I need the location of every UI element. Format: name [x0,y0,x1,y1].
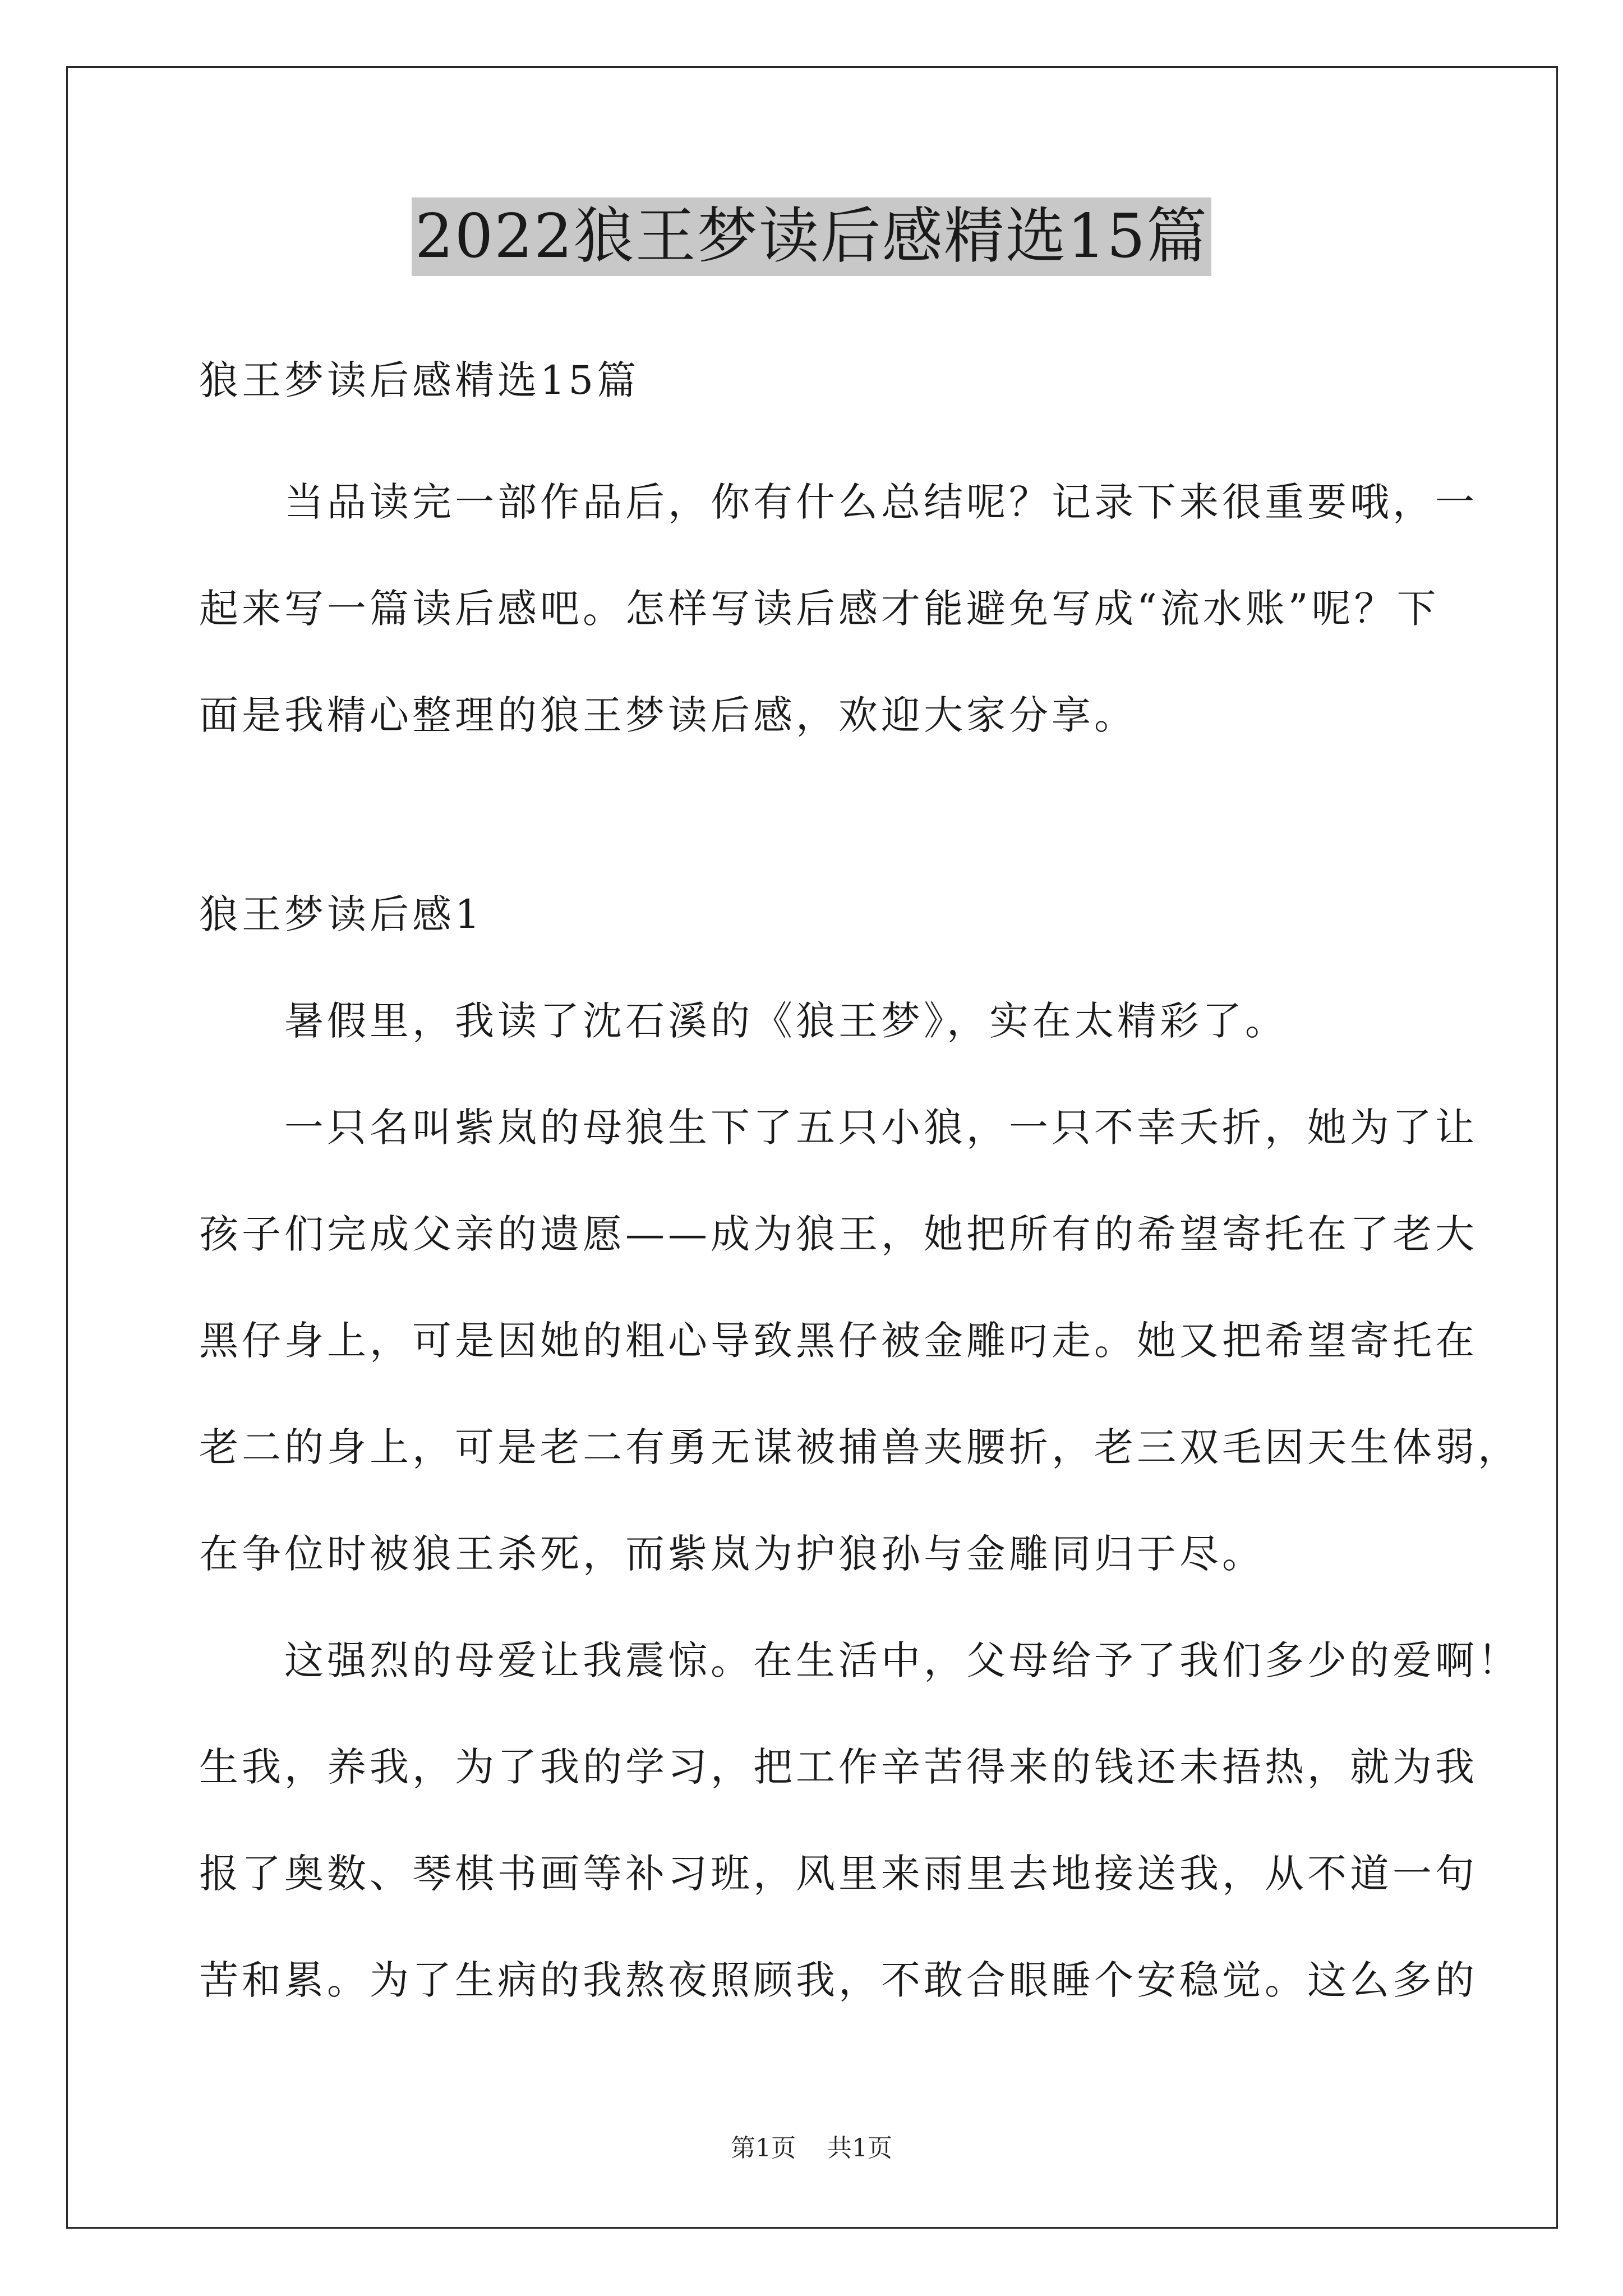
document-title: 2022狼王梦读后感精选15篇 [412,197,1211,276]
body-line: 这强烈的母爱让我震惊。在生活中，父母给予了我们多少的爱啊！ [199,1637,1520,1683]
intro-paragraph [199,449,1478,769]
body-line: 孩子们完成父亲的遗愿——成为狼王，她把所有的希望寄托在了老大 [199,1211,1478,1257]
intro-line: 当品读完一部作品后，你有什么总结呢？记录下来很重要哦，一 [199,479,1478,525]
page-number-current: 第1页 [731,2134,796,2162]
body-line: 苦和累。为了生病的我熬夜照顾我，不敢合眼睡个安稳觉。这么多的 [199,1957,1478,2003]
body-line: 报了奥数、琴棋书画等补习班，风里来雨里去地接送我，从不道一句 [199,1851,1478,1897]
body-line: 一只名叫紫岚的母狼生下了五只小狼，一只不幸夭折，她为了让 [199,1105,1478,1151]
page-footer [0,2132,1623,2165]
body-line: 老二的身上，可是老二有勇无谋被捕兽夹腰折，老三双毛因天生体弱， [199,1424,1520,1470]
document-subtitle: 狼王梦读后感精选15篇 [199,357,640,403]
body-text [199,968,1520,2033]
body-line: 暑假里，我读了沈石溪的《狼王梦》，实在太精彩了。 [199,998,1288,1044]
body-line: 在争位时被狼王杀死，而紫岚为护狼孙与金雕同归于尽。 [199,1531,1265,1577]
body-line: 生我，养我，为了我的学习，把工作辛苦得来的钱还未捂热，就为我 [199,1744,1478,1790]
body-line: 黑仔身上，可是因她的粗心导致黑仔被金雕叼走。她又把希望寄托在 [199,1318,1478,1364]
title-wrap [0,197,1623,276]
page-number-total: 共1页 [827,2134,892,2162]
section-heading: 狼王梦读后感1 [199,891,483,937]
intro-line: 面是我精心整理的狼王梦读后感，欢迎大家分享。 [199,692,1137,738]
intro-line: 起来写一篇读后感吧。怎样写读后感才能避免写成“流水账”呢？下 [199,586,1440,632]
